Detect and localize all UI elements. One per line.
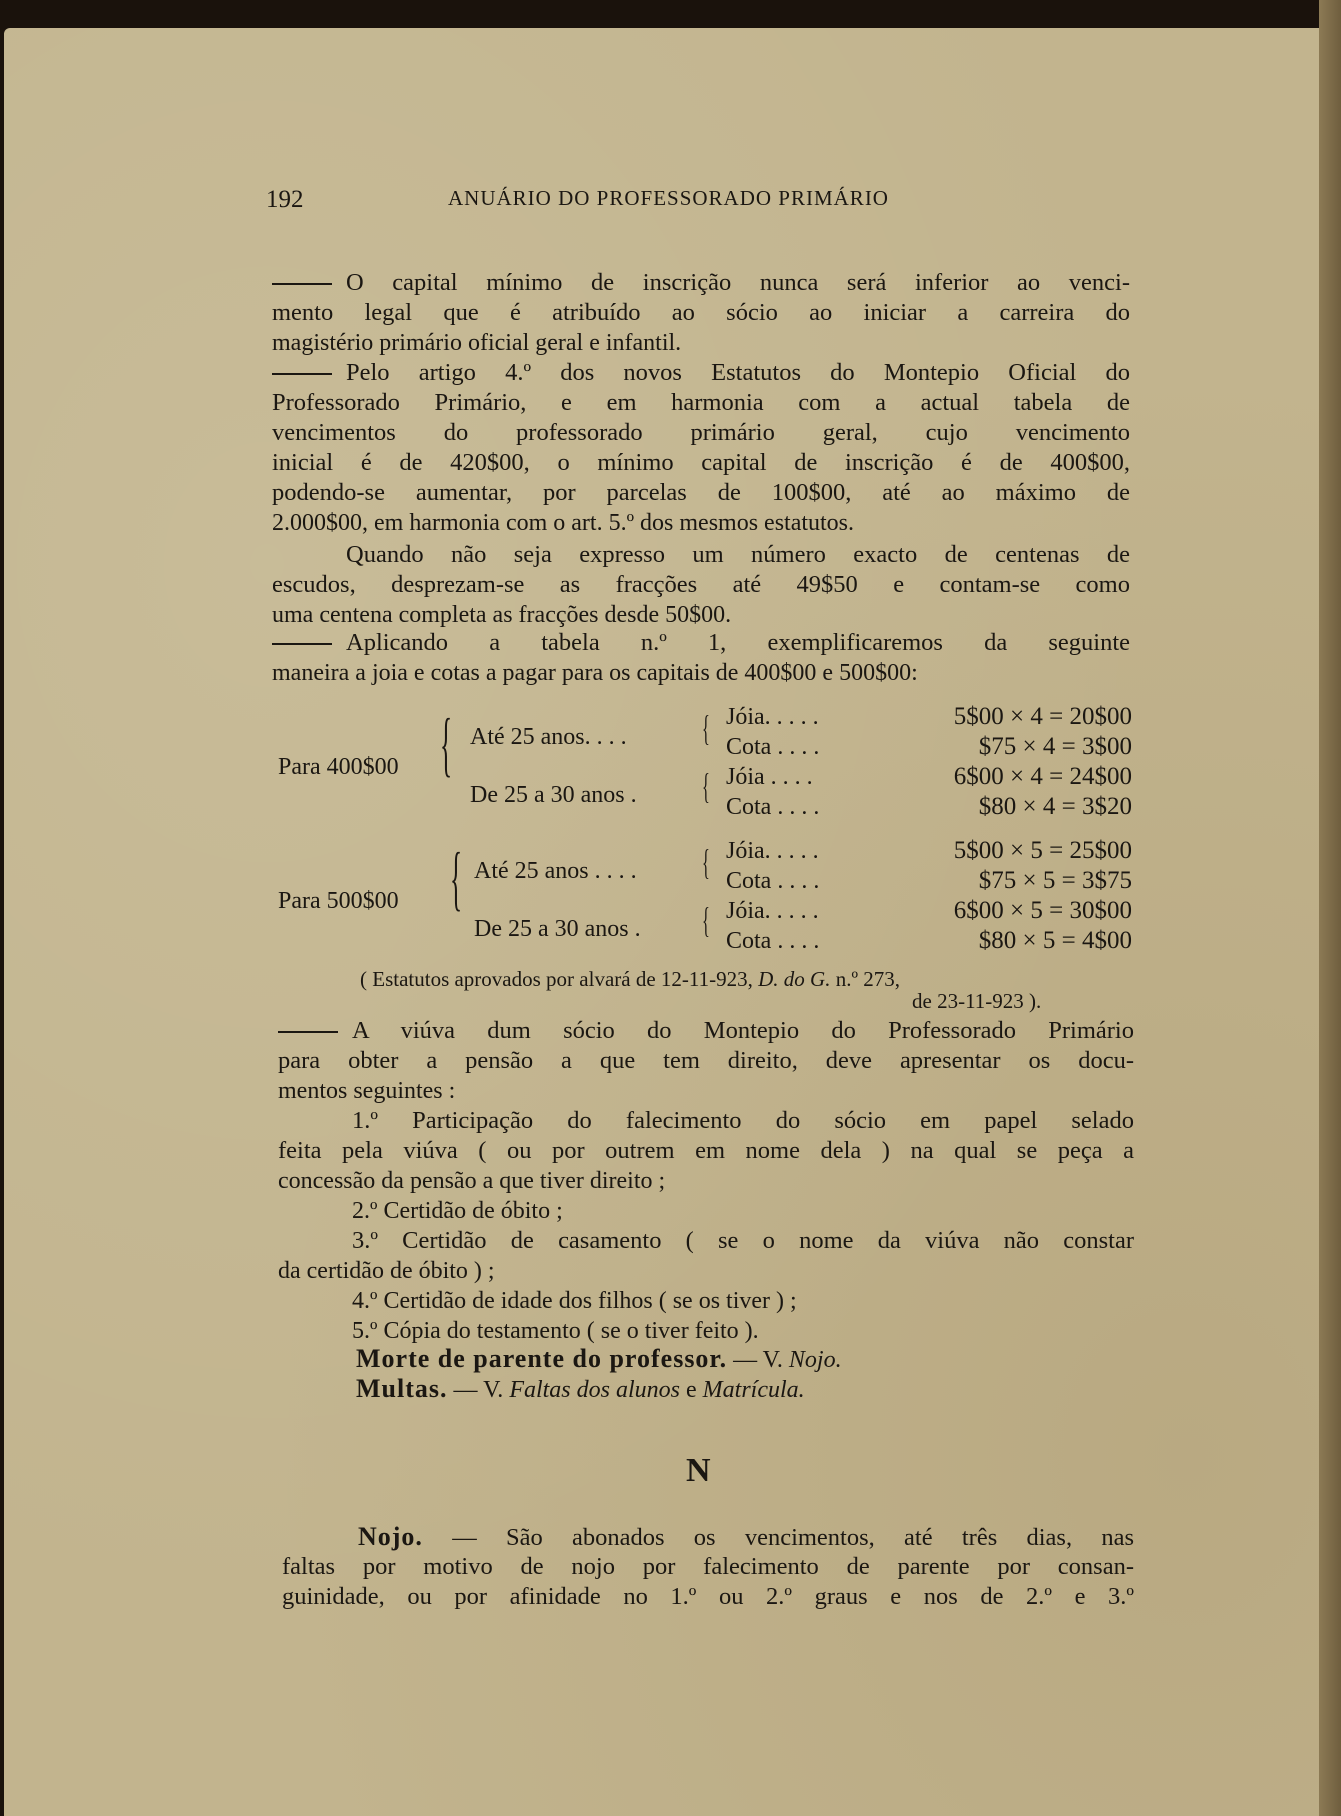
para2-line6: 2.000$00, em harmonia com o art. 5.º dos mesmos estatutos. [272,510,855,536]
running-title: ANUÁRIO DO PROFESSORADO PRIMÁRIO [448,186,889,210]
para2-line5: podendo-se aumentar, por parcelas de 100$00, até ao máximo de [272,479,1130,506]
para4-line2: maneira a joia e cotas a pagar para os capitais de 400$00 e 500$00: [272,660,918,686]
brace-small: { [702,766,710,806]
row-label-cota: Cota . . . . [726,794,820,820]
list-item: da certidão de óbito ) ; [278,1258,495,1284]
calc-value: $80 × 4 = 3$20 [978,793,1132,820]
calc-value: $80 × 5 = 4$00 [978,927,1132,954]
list-item: 5.º Cópia do testamento ( se o tiver feito ). [352,1318,759,1344]
citation-line2: de 23-11-923 ). [912,989,1042,1013]
em-dash-rule [272,373,332,375]
brace-500: { [450,838,463,918]
calc-value: $75 × 4 = 3$00 [978,733,1132,760]
nojo-line3: guinidade, ou por afinidade no 1.º ou 2.º graus e nos de 2.º e 3.º [282,1583,1134,1610]
em-dash-rule [278,1031,338,1033]
nojo-line1: Nojo. — São abonados os vencimentos, até três dias, nas [358,1522,1134,1551]
row-label-joia: Jóia. . . . . [726,898,819,924]
para2-line4: inicial é de 420$00, o mínimo capital de inscrição é de 400$00, [272,449,1130,476]
age-group-label: De 25 a 30 anos . [470,782,637,808]
age-group-label: Até 25 anos. . . . [470,724,627,750]
list-item: feita pela viúva ( ou por outrem em nome dela ) na qual se peça a [278,1137,1134,1164]
para3-line2: escudos, desprezam-se as fracções até 49$50 e contam-se como [272,571,1130,598]
brace-400: { [440,704,453,784]
row-label-cota: Cota . . . . [726,868,820,894]
calc-value: $75 × 5 = 3$75 [978,867,1132,894]
para4-line1: Aplicando a tabela n.º 1, exemplificaremos da seguinte [272,628,1130,658]
page-number: 192 [266,186,304,213]
list-item: concessão da pensão a que tiver direito ; [278,1168,666,1194]
citation-line1: ( Estatutos aprovados por alvará de 12-11-923, D. do G. n.º 273, [360,967,900,991]
para5-line1: A viúva dum sócio do Montepio do Professorado Primário [278,1016,1134,1046]
para1-line3: magistério primário oficial geral e infantil. [272,330,682,356]
calc-value: 6$00 × 5 = 30$00 [953,897,1132,924]
entry-morte: Morte de parente do professor. — V. Nojo. [356,1344,842,1373]
age-group-label: De 25 a 30 anos . [474,916,641,942]
row-label-joia: Jóia. . . . . [726,838,819,864]
para3-line3: uma centena completa as fracções desde 50$00. [272,602,732,628]
nojo-line2: faltas por motivo de nojo por falecimento de parente por consan- [282,1553,1134,1580]
capital-label-400: Para 400$00 [278,754,399,780]
para1-line2: mento legal que é atribuído ao sócio ao iniciar a carreira do [272,299,1130,326]
brace-small: { [702,708,710,748]
calc-value: 6$00 × 4 = 24$00 [953,763,1132,790]
row-label-cota: Cota . . . . [726,928,820,954]
brace-small: { [702,842,710,882]
para2-line2: Professorado Primário, e em harmonia com a actual tabela de [272,389,1130,416]
para2-line3: vencimentos do professorado primário geral, cujo vencimento [272,419,1130,446]
section-letter: N [686,1452,713,1489]
entry-multas: Multas. — V. Faltas dos alunos e Matrícula. [356,1374,805,1403]
calc-value: 5$00 × 4 = 20$00 [953,703,1132,730]
row-label-joia: Jóia . . . . [726,764,813,790]
para3-line1: Quando não seja expresso um número exacto de centenas de [346,541,1130,568]
list-item: 2.º Certidão de óbito ; [352,1198,563,1224]
age-group-label: Até 25 anos . . . . [474,858,637,884]
capital-label-500: Para 500$00 [278,888,399,914]
list-item: 3.º Certidão de casamento ( se o nome da viúva não constar [352,1227,1134,1254]
list-item: 1.º Participação do falecimento do sócio em papel selado [352,1107,1134,1134]
calc-value: 5$00 × 5 = 25$00 [953,837,1132,864]
para5-line3: mentos seguintes : [278,1078,456,1104]
em-dash-rule [272,643,332,645]
row-label-joia: Jóia. . . . . [726,704,819,730]
em-dash-rule [272,283,332,285]
book-spine [1319,0,1341,1816]
brace-small: { [702,900,710,940]
para5-line2: para obter a pensão a que tem direito, deve apresentar os docu- [278,1047,1134,1074]
row-label-cota: Cota . . . . [726,734,820,760]
para2-line1: Pelo artigo 4.º dos novos Estatutos do Montepio Oficial do [272,358,1130,388]
para1-line1: O capital mínimo de inscrição nunca será inferior ao venci- [272,268,1130,298]
list-item: 4.º Certidão de idade dos filhos ( se os tiver ) ; [352,1288,797,1314]
